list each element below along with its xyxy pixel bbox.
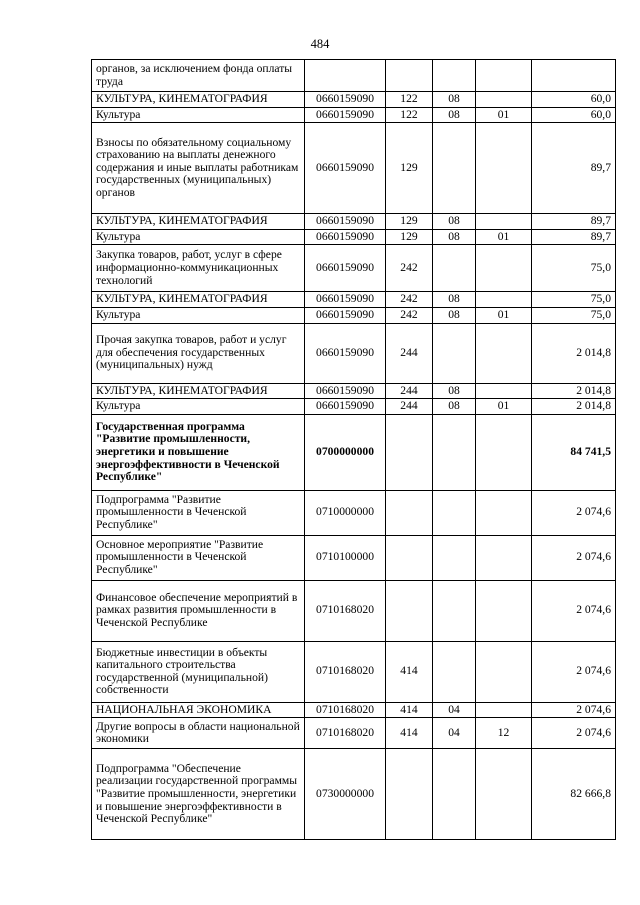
row-pr [476, 580, 532, 641]
row-sum: 75,0 [532, 292, 616, 308]
row-rz: 08 [433, 399, 476, 415]
row-csr: 0660159090 [305, 307, 386, 323]
row-name: Основное мероприятие "Развитие промышленности в Чеченской Республике" [92, 535, 305, 580]
row-rz [433, 580, 476, 641]
row-name: органов, за исключением фонда оплаты труда [92, 60, 305, 92]
row-csr: 0660159090 [305, 399, 386, 415]
table-row [92, 718, 616, 749]
row-vr: 129 [386, 214, 433, 230]
row-vr [386, 490, 433, 535]
row-rz: 08 [433, 383, 476, 399]
row-name: Бюджетные инвестиции в объекты капитального строительства государственной (муниципальной) собственности [92, 641, 305, 702]
table-row [92, 123, 616, 214]
row-sum: 2 074,6 [532, 702, 616, 718]
table-row [92, 749, 616, 840]
row-sum [532, 60, 616, 92]
table-row [92, 323, 616, 383]
row-vr: 122 [386, 107, 433, 123]
row-name: КУЛЬТУРА, КИНЕМАТОГРАФИЯ [92, 92, 305, 108]
row-rz [433, 323, 476, 383]
row-sum: 2 014,8 [532, 399, 616, 415]
row-vr: 242 [386, 307, 433, 323]
row-pr [476, 214, 532, 230]
row-pr [476, 414, 532, 490]
table-row [92, 641, 616, 702]
row-sum: 75,0 [532, 245, 616, 292]
row-sum: 82 666,8 [532, 749, 616, 840]
table-row [92, 60, 616, 92]
table-row [92, 490, 616, 535]
row-name: Культура [92, 229, 305, 245]
budget-table [91, 59, 616, 840]
table-row [92, 414, 616, 490]
row-vr: 244 [386, 399, 433, 415]
row-rz: 04 [433, 718, 476, 749]
row-csr: 0710168020 [305, 580, 386, 641]
row-pr [476, 323, 532, 383]
row-vr: 129 [386, 123, 433, 214]
table-row [92, 580, 616, 641]
table-row [92, 245, 616, 292]
row-pr [476, 292, 532, 308]
row-vr [386, 60, 433, 92]
row-name: Взносы по обязательному социальному страхованию на выплаты денежного содержания и иные выплаты работникам государственных (муниципальных) органов [92, 123, 305, 214]
row-vr: 414 [386, 702, 433, 718]
row-vr: 122 [386, 92, 433, 108]
row-name: КУЛЬТУРА, КИНЕМАТОГРАФИЯ [92, 383, 305, 399]
row-vr: 244 [386, 323, 433, 383]
row-csr: 0730000000 [305, 749, 386, 840]
row-vr: 129 [386, 229, 433, 245]
row-csr: 0710168020 [305, 641, 386, 702]
row-csr: 0660159090 [305, 245, 386, 292]
table-row [92, 702, 616, 718]
row-pr: 01 [476, 307, 532, 323]
page-number: 484 [310, 37, 330, 51]
row-rz [433, 245, 476, 292]
row-sum: 89,7 [532, 214, 616, 230]
row-rz [433, 414, 476, 490]
row-csr: 0660159090 [305, 107, 386, 123]
table-row [92, 383, 616, 399]
table-row [92, 229, 616, 245]
row-sum: 2 074,6 [532, 641, 616, 702]
row-vr: 242 [386, 292, 433, 308]
row-pr [476, 92, 532, 108]
row-name: Культура [92, 107, 305, 123]
row-pr: 01 [476, 229, 532, 245]
row-name: Прочая закупка товаров, работ и услуг для обеспечения государственных (муниципальных) нужд [92, 323, 305, 383]
row-rz: 08 [433, 292, 476, 308]
row-sum: 60,0 [532, 107, 616, 123]
row-rz: 08 [433, 229, 476, 245]
row-name: Подпрограмма "Развитие промышленности в Чеченской Республике" [92, 490, 305, 535]
row-rz [433, 641, 476, 702]
row-name: Культура [92, 307, 305, 323]
row-csr: 0660159090 [305, 383, 386, 399]
row-vr: 414 [386, 718, 433, 749]
row-csr: 0660159090 [305, 92, 386, 108]
row-name: КУЛЬТУРА, КИНЕМАТОГРАФИЯ [92, 214, 305, 230]
row-rz: 08 [433, 92, 476, 108]
table-row [92, 535, 616, 580]
row-pr [476, 123, 532, 214]
row-csr: 0710100000 [305, 535, 386, 580]
budget-table-body [92, 60, 616, 840]
table-row [92, 307, 616, 323]
table-row [92, 107, 616, 123]
row-sum: 2 014,8 [532, 323, 616, 383]
row-pr [476, 535, 532, 580]
row-name: Другие вопросы в области национальной экономики [92, 718, 305, 749]
row-vr: 414 [386, 641, 433, 702]
row-csr [305, 60, 386, 92]
row-sum: 2 074,6 [532, 580, 616, 641]
row-rz: 08 [433, 307, 476, 323]
row-csr: 0660159090 [305, 292, 386, 308]
row-csr: 0660159090 [305, 123, 386, 214]
row-pr [476, 383, 532, 399]
row-sum: 60,0 [532, 92, 616, 108]
row-name: Подпрограмма "Обеспечение реализации государственной программы "Развитие промышленности, энергетики и повышение энергоэффективности в Чеченской Республике" [92, 749, 305, 840]
row-name: Финансовое обеспечение мероприятий в рамках развития промышленности в Чеченской Республике [92, 580, 305, 641]
table-row [92, 214, 616, 230]
row-sum: 2 074,6 [532, 490, 616, 535]
row-csr: 0710000000 [305, 490, 386, 535]
table-row [92, 292, 616, 308]
row-csr: 0700000000 [305, 414, 386, 490]
row-name: Закупка товаров, работ, услуг в сфере информационно-коммуникационных технологий [92, 245, 305, 292]
row-pr [476, 641, 532, 702]
row-vr [386, 580, 433, 641]
row-name: КУЛЬТУРА, КИНЕМАТОГРАФИЯ [92, 292, 305, 308]
row-pr: 12 [476, 718, 532, 749]
row-csr: 0710168020 [305, 702, 386, 718]
row-name: Государственная программа "Развитие промышленности, энергетики и повышение энергоэффективности в Чеченской Республике" [92, 414, 305, 490]
row-rz [433, 123, 476, 214]
row-sum: 84 741,5 [532, 414, 616, 490]
row-sum: 2 014,8 [532, 383, 616, 399]
row-vr [386, 749, 433, 840]
table-row [92, 92, 616, 108]
row-vr: 244 [386, 383, 433, 399]
row-rz [433, 749, 476, 840]
row-rz [433, 535, 476, 580]
row-pr: 01 [476, 399, 532, 415]
row-pr [476, 245, 532, 292]
row-vr [386, 414, 433, 490]
row-vr: 242 [386, 245, 433, 292]
row-sum: 2 074,6 [532, 535, 616, 580]
row-vr [386, 535, 433, 580]
row-pr: 01 [476, 107, 532, 123]
row-pr [476, 490, 532, 535]
row-csr: 0710168020 [305, 718, 386, 749]
row-name: Культура [92, 399, 305, 415]
row-rz: 08 [433, 214, 476, 230]
row-csr: 0660159090 [305, 214, 386, 230]
row-pr [476, 60, 532, 92]
row-rz [433, 490, 476, 535]
row-pr [476, 749, 532, 840]
row-pr [476, 702, 532, 718]
row-rz [433, 60, 476, 92]
table-row [92, 399, 616, 415]
row-sum: 2 074,6 [532, 718, 616, 749]
row-rz: 04 [433, 702, 476, 718]
row-sum: 89,7 [532, 123, 616, 214]
row-csr: 0660159090 [305, 323, 386, 383]
row-sum: 75,0 [532, 307, 616, 323]
row-name: НАЦИОНАЛЬНАЯ ЭКОНОМИКА [92, 702, 305, 718]
row-sum: 89,7 [532, 229, 616, 245]
row-rz: 08 [433, 107, 476, 123]
row-csr: 0660159090 [305, 229, 386, 245]
